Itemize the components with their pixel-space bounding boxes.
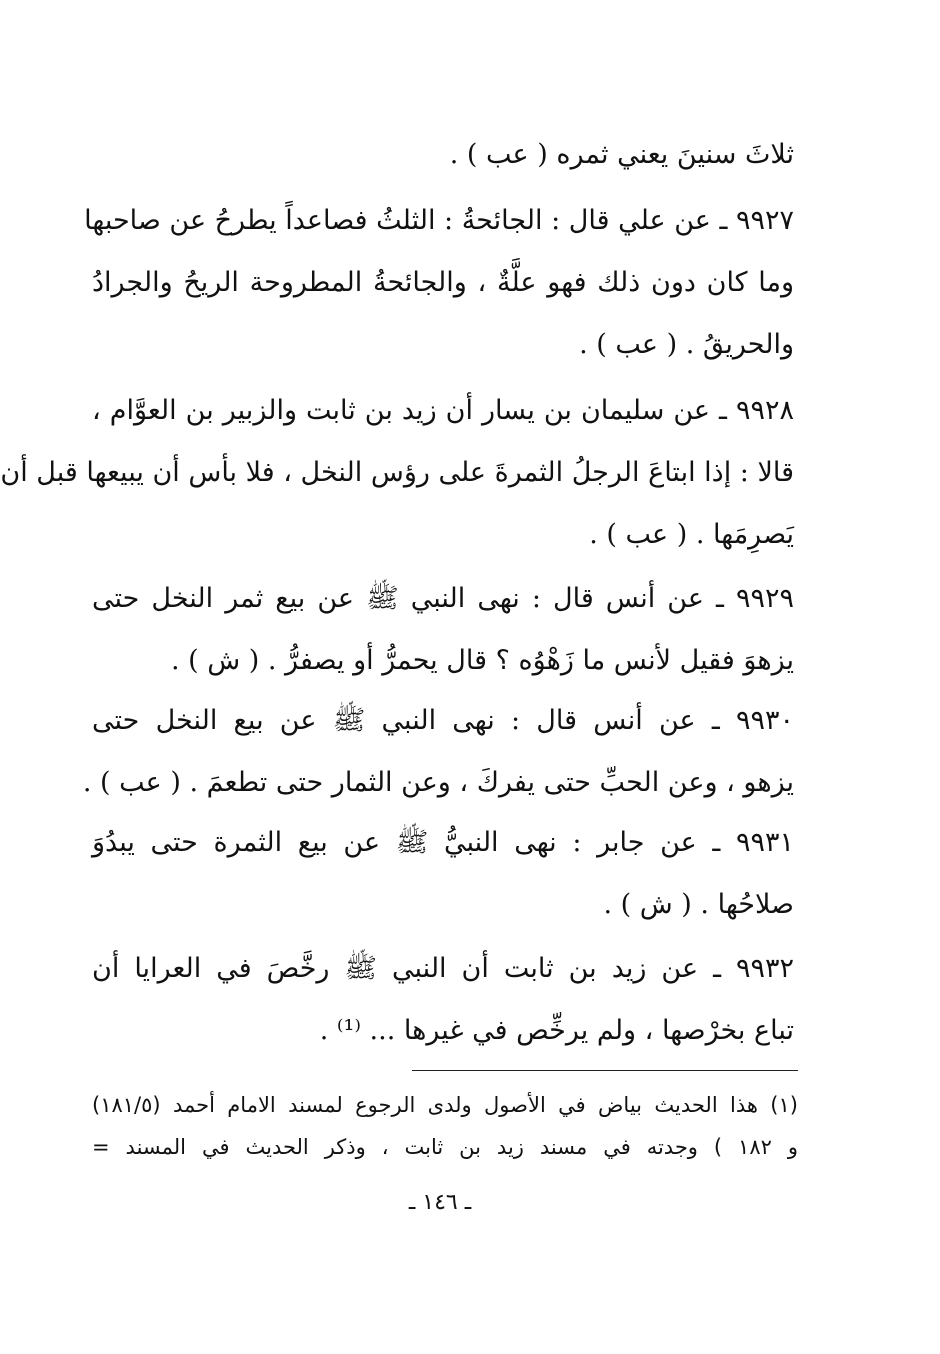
paragraph-continuation bbox=[92, 124, 794, 186]
hadith-9932 bbox=[92, 938, 794, 1062]
hadith-9928 bbox=[0, 380, 794, 566]
page-number: ـ ١٤٦ ـ bbox=[408, 1190, 472, 1215]
text-line: صلاحُها . ( ش ) . bbox=[603, 889, 794, 920]
text-line: يزهو ، وعن الحبِّ حتى يفركَ ، وعن الثمار حتى تطعمَ . ( عب ) . bbox=[82, 767, 794, 798]
text-line: والحريقُ . ( عب ) . bbox=[579, 329, 794, 360]
text-line: ٩٩٢٧ ـ عن علي قال : الجائحةُ : الثلثُ فصاعداً يطرحُ عن صاحبها bbox=[84, 205, 794, 236]
text-line: وما كان دون ذلك فهو علَّةٌ ، والجائحةُ المطروحة الريحُ والجرادُ bbox=[92, 267, 794, 298]
text-line: ثلاثَ سنينَ يعني ثمره ( عب ) . bbox=[449, 139, 794, 170]
text-line: ٩٩٢٩ ـ عن أنس قال : نهى النبي ﷺ عن بيع ثمر النخل حتى bbox=[92, 583, 794, 614]
footnote-line: و ١٨٢ ) وجدته في مسند زيد بن ثابت ، وذكر الحديث في المسند = bbox=[92, 1135, 798, 1159]
hadith-9929 bbox=[92, 568, 794, 692]
text-line: قالا : إذا ابتاعَ الرجلُ الثمرةَ على رؤس النخل ، فلا بأس أن يبيعها قبل أن bbox=[0, 457, 794, 488]
text-line: تباع بخرْصها ، ولم يرخِّص في غيرها ... ⁽¹⁾ . bbox=[319, 1015, 794, 1046]
text-line: ٩٩٣٢ ـ عن زيد بن ثابت أن النبي ﷺ رخَّصَ في العرايا أن bbox=[92, 953, 794, 984]
hadith-9930 bbox=[82, 690, 794, 814]
hadith-9927 bbox=[84, 190, 794, 376]
text-line: يَصرِمَها . ( عب ) . bbox=[589, 519, 794, 550]
footnote-line: (١) هذا الحديث بياض في الأصول ولدى الرجوع لمسند الامام أحمد (١٨١/٥) bbox=[92, 1093, 798, 1117]
footnote-separator bbox=[412, 1070, 798, 1071]
text-line: يزهوَ فقيل لأنس ما زَهْوُه ؟ قال يحمرُّ أو يصفرُّ . ( ش ) . bbox=[170, 645, 794, 676]
text-line: ٩٩٣٠ ـ عن أنس قال : نهى النبي ﷺ عن بيع النخل حتى bbox=[92, 705, 794, 736]
footnote bbox=[92, 1084, 798, 1168]
text-line: ٩٩٢٨ ـ عن سليمان بن يسار أن زيد بن ثابت والزبير بن العوَّام ، bbox=[92, 395, 794, 426]
hadith-9931 bbox=[92, 812, 794, 936]
text-line: ٩٩٣١ ـ عن جابر : نهى النبيُّ ﷺ عن بيع الثمرة حتى يبدُوَ bbox=[92, 827, 794, 858]
